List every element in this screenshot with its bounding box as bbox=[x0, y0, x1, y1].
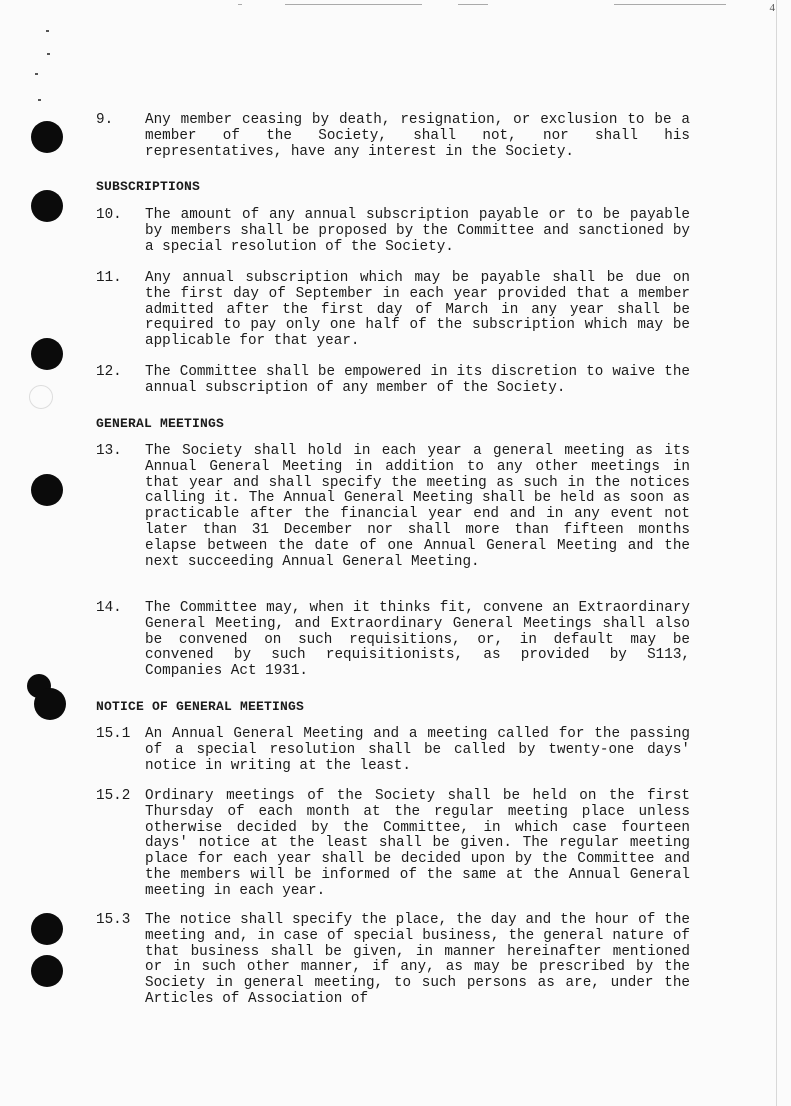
punch-hole bbox=[31, 121, 63, 153]
punch-hole bbox=[31, 338, 63, 370]
clause-number: 13. bbox=[96, 443, 122, 459]
clause bbox=[96, 913, 690, 1008]
scan-mark bbox=[458, 4, 488, 5]
clause-number: 10. bbox=[96, 207, 122, 223]
clause bbox=[96, 727, 690, 774]
scan-speck bbox=[38, 99, 41, 101]
clause-number: 14. bbox=[96, 600, 122, 616]
section-heading: GENERAL MEETINGS bbox=[96, 416, 225, 431]
clause-text: The Committee may, when it thinks fit, convene an Extraordinary General Meeting, and Extraordinary General Meetings shall also be convened on such requisitions, or, in default may be convened by such requisitionists, as provided by S113, Companies Act 1931. bbox=[145, 600, 690, 680]
clause bbox=[96, 113, 690, 160]
scan-speck bbox=[47, 53, 50, 55]
clause-number: 12. bbox=[96, 364, 122, 380]
section-heading: SUBSCRIPTIONS bbox=[96, 179, 201, 194]
page-number: 4 bbox=[769, 2, 775, 14]
clause-number: 15.1 bbox=[96, 726, 131, 742]
page-edge bbox=[776, 0, 777, 1106]
scan-speck bbox=[35, 73, 38, 75]
clause bbox=[96, 789, 690, 900]
scan-mark bbox=[238, 4, 242, 5]
clause-text: Any annual subscription which may be payable shall be due on the first day of September in each year provided that a member admitted after the first day of March in any year shall be required to pay only one half of the subscription which may be applicable for that year. bbox=[145, 270, 690, 350]
punch-hole bbox=[31, 474, 63, 506]
clause-number: 9. bbox=[96, 112, 114, 128]
clause-number: 15.2 bbox=[96, 788, 131, 804]
clause-text: The Society shall hold in each year a general meeting as its Annual General Meeting in addition to any other meetings in that year and shall specify the meeting as such in the notices calling it. The Annual General Meeting shall be held as soon as practicable after the financial year end and in any event not later than 31 December nor shall more than fifteen months elapse between the date of one Annual General Meeting and the next succeeding Annual General Meeting. bbox=[145, 443, 690, 570]
section-heading: NOTICE OF GENERAL MEETINGS bbox=[96, 699, 305, 714]
clause bbox=[96, 271, 690, 350]
clause-text: The Committee shall be empowered in its discretion to waive the annual subscription of any member of the Society. bbox=[145, 364, 690, 396]
punch-hole-faint bbox=[29, 385, 53, 409]
clause-number: 11. bbox=[96, 270, 122, 286]
clause bbox=[96, 208, 690, 255]
punch-hole bbox=[31, 913, 63, 945]
scan-speck bbox=[46, 30, 49, 32]
punch-hole bbox=[34, 688, 66, 720]
clause-text: The notice shall specify the place, the day and the hour of the meeting and, in case of special business, the general nature of that business shall be given, in manner hereinafter mentioned or in such other manner, if any, as may be prescribed by the Society in general meeting, to such persons as are, under the Articles of Association of bbox=[145, 912, 690, 1007]
clause bbox=[96, 444, 690, 570]
clause-text: The amount of any annual subscription payable or to be payable by members shall be proposed by the Committee and sanctioned by a special resolution of the Society. bbox=[145, 207, 690, 255]
scan-mark bbox=[614, 4, 726, 5]
clause-text: Any member ceasing by death, resignation, or exclusion to be a member of the Society, shall not, nor shall his representatives, have any interest in the Society. bbox=[145, 112, 690, 160]
clause bbox=[96, 365, 690, 397]
clause bbox=[96, 601, 690, 680]
punch-hole bbox=[31, 190, 63, 222]
clause-text: Ordinary meetings of the Society shall be held on the first Thursday of each month at the regular meeting place unless otherwise decided by the Committee, in which case fourteen days' notice at the least shall be given. The regular meeting place for each year shall be decided upon by the Committee and the members will be informed of the same at the Annual General meeting in each year. bbox=[145, 788, 690, 899]
scan-mark bbox=[285, 4, 422, 5]
punch-hole bbox=[31, 955, 63, 987]
clause-text: An Annual General Meeting and a meeting called for the passing of a special resolution shall be called by twenty-one days' notice in writing at the least. bbox=[145, 726, 690, 774]
clause-number: 15.3 bbox=[96, 912, 131, 928]
